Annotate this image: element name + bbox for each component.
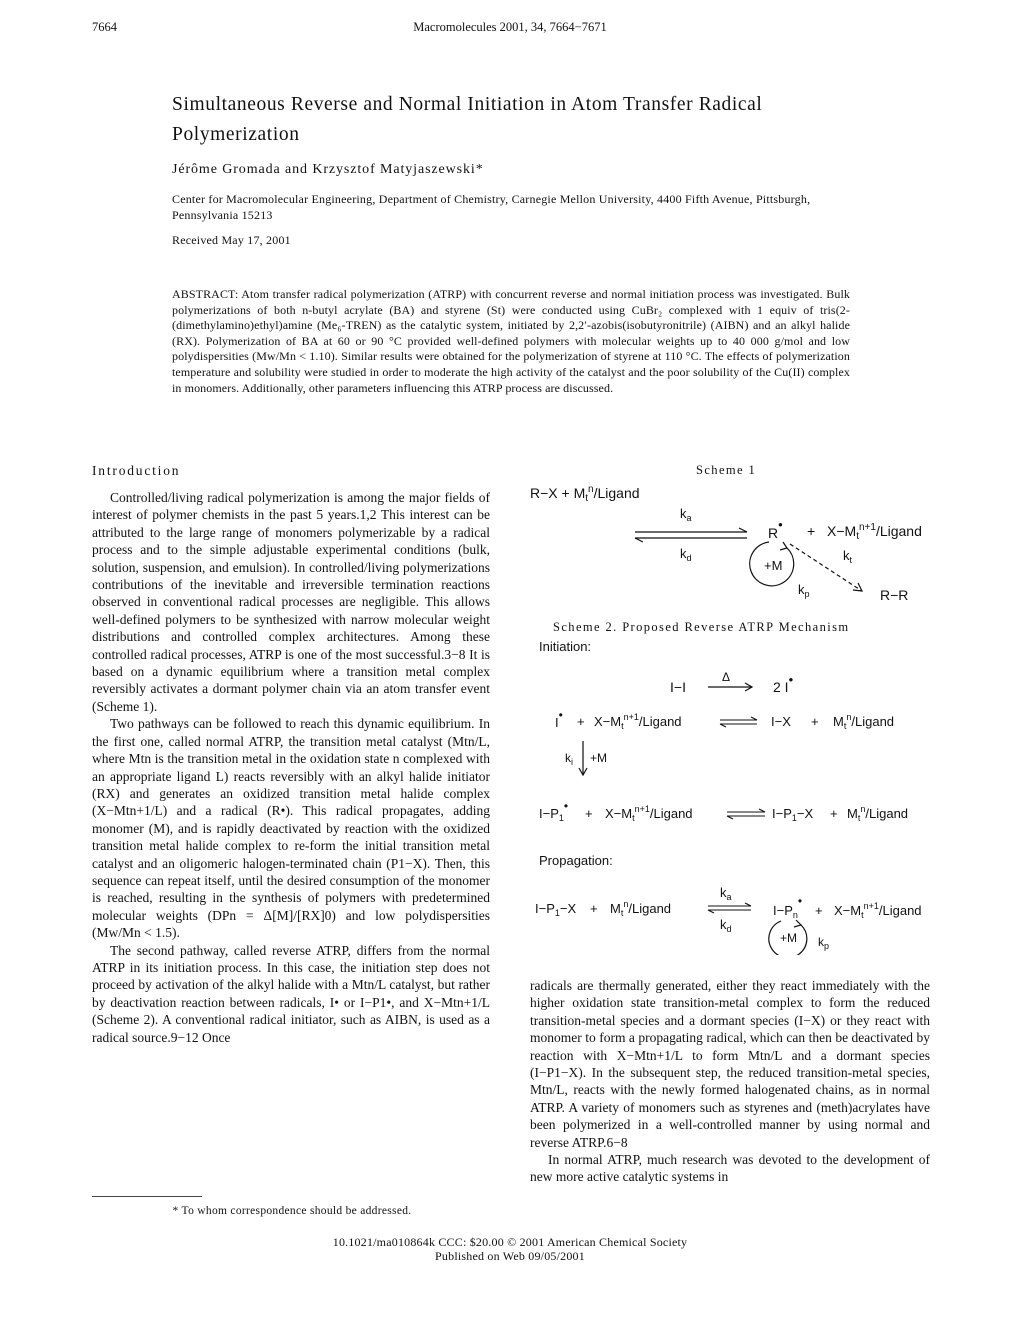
published-date: Published on Web 09/05/2001: [435, 1249, 585, 1263]
scheme1-caption: Scheme 1: [696, 463, 757, 477]
scheme2-diagram: [525, 635, 940, 955]
reduced-complex-2: $M_t^n$/Ligand: [847, 804, 909, 823]
kd-label: $k_d$: [720, 917, 732, 934]
article-title: Simultaneous Reverse and Normal Initiation in Atom Transfer Radical Polymerization: [172, 94, 763, 145]
plus-sign: +: [590, 901, 598, 916]
introduction-body: [92, 489, 490, 1046]
two-radicals: 2 I•: [773, 672, 794, 695]
propagating-radical: $I-P_n•$: [773, 894, 803, 920]
scheme1-reactant: $R-X + M_t^n$/Ligand: [530, 484, 640, 504]
scheme1-radical: R•: [768, 517, 783, 541]
plus-sign: +: [577, 714, 585, 729]
kp-label: $k_p$: [818, 935, 830, 951]
dormant-ix: I−X: [771, 714, 791, 729]
paragraph: Two pathways can be followed to reach this dynamic equilibrium. In the first one, called normal ATRP, the transition metal catalyst (Mtn/L, where Mtn is the transition metal in the oxidation state n complexed with an appropriate ligand L) reacts reversibly with an alkyl halide initiator (RX) and generates an oxidized transition metal halide complex (X−Mtn+1/L) and a radical (R•). This radical propagates, adding monomer (M), and is rapidly deactivated by reaction with the oxidized transition metal halide complex to re-form the initial transition metal catalyst and an oligomeric halogen-terminated chain (P1−X). Then, this sequence can repeat itself, until the desired consumption of the monomer is reached, resulting in the synthesis of polymers with predetermined molecular weights (DPn = Δ[M]/[RX]0) and low polydispersities (Mw/Mn < 1.5).: [92, 716, 490, 941]
paragraph: radicals are thermally generated, either they react immediately with the higher oxidation state transition-metal complex to form the reduced transition-metal species and a dormant species (I−X) or they react with monomer to form a propagating radical, which can then be deactivated by reaction with X−Mtn+1/L to form Mtn/L and a dormant species (I−P1−X). In the subsequent step, the reduced transition-metal species, Mtn/L, reacts with the newly formed halogenated chains, as in normal ATRP. A variety of monomers such as styrenes and (meth)acrylates have been polymerized in a well-controlled manner by using normal and reverse ATRP.6−8: [530, 978, 930, 1150]
initiation-label: Initiation:: [539, 639, 592, 654]
delta-label: Δ: [722, 670, 731, 684]
page-number: 7664: [92, 20, 117, 34]
received-date: Received May 17, 2001: [172, 233, 291, 247]
scheme1-kp-label: $k_p$: [798, 582, 810, 599]
footnote: * To whom correspondence should be addressed.: [172, 1205, 412, 1217]
paragraph: The second pathway, called reverse ATRP, differs from the normal ATRP in its initiation process. In this case, the initiation step does not proceed by activation of the alkyl halide with a Mtn/L catalyst, but rather by deactivation reaction between radicals, I• or I−P1•, and X−Mtn+1/L (Scheme 2). A conventional radical initiator, such as AIBN, is used as a radical source.9−12 Once: [92, 942, 490, 1045]
abstract: ABSTRACT: Atom transfer radical polymerization (ATRP) with concurrent reverse and normal initiation process was investigated. Bulk polymerizations of both n-butyl acrylate (BA) and styrene (St) were conducted using CuBr₂ complexed with 1 equiv of tris(2-(dimethylamino)ethyl)amine (Me₆-TREN) as the catalytic system, initiated by 2,2′-azobis(isobutyronitrile) (AIBN) and an alkyl halide (RX). Polymerization of BA at 60 or 90 °C provided well-defined polymers with molecular weights up to 40 000 g/mol and low polydispersities (Mw/Mn < 1.10). Similar results were obtained for the polymerization of styrene at 110 °C. The effects of polymerization temperature and solubility were studied in order to moderate the high activity of the catalyst and the poor solubility of the Cu(II) complex in monomers. Additionally, other parameters influencing this ATRP process are discussed.: [172, 287, 850, 395]
plus-sign: +: [815, 903, 823, 918]
ki-label: $k_i$: [565, 751, 573, 767]
scheme1-monomer: +M: [764, 558, 783, 573]
reduced-complex-3: $M_t^n$/Ligand: [610, 899, 672, 918]
paragraph: In normal ATRP, much research was devoted to the development of new more active catalytic systems in: [530, 1152, 930, 1185]
scheme2-caption: Scheme 2. Proposed Reverse ATRP Mechanism: [553, 620, 850, 634]
authors: Jérôme Gromada and Krzysztof Matyjaszewski*: [172, 162, 484, 177]
plus-monomer: +M: [780, 931, 798, 945]
doi-line: 10.1021/ma010864k CCC: $20.00 © 2001 American Chemical Society: [332, 1235, 688, 1249]
scheme1-plus: +: [807, 523, 816, 539]
journal-reference: Macromolecules 2001, 34, 7664−7671: [413, 20, 607, 34]
dormant-ip1x-prop: $I-P_1-X$: [535, 901, 577, 918]
right-column-body: [530, 977, 930, 1186]
propagation-label: Propagation:: [539, 853, 613, 868]
oxidized-complex-1: $X-M_t^{n+1}$/Ligand: [594, 712, 682, 731]
plus-sign: +: [811, 714, 819, 729]
plus-sign: +: [585, 806, 593, 821]
dormant-ip1x: $I-P_1-X$: [772, 806, 814, 823]
scheme1-oxidized: $X-M_t^{n+1}$/Ligand: [827, 522, 922, 542]
scheme1-product: R−R: [880, 587, 909, 603]
radical-ip1: $I-P_1•$: [539, 799, 569, 823]
scheme1-diagram: [525, 478, 940, 608]
paragraph: Controlled/living radical polymerization is among the major fields of interest of polymer chemists in the past 5 years.1,2 This interest can be attributed to the large range of monomers polymerizable by a radical process and to the simple adjustable experimental conditions (bulk, solution, suspension, and emulsion). In controlled/living polymerizations contributions of the inevitable and irreversible termination reactions observed in conventional radical processes are negligible. This allows well-defined polymers to be synthesized with narrow molecular weight distributions and controlled complex architectures. Among these controlled radical processes, ATRP is one of the most successful.3−8 It is based on a dynamic equilibrium where a transition metal complex reversibly activates a dormant polymer chain via an atom transfer event (Scheme 1).: [92, 490, 490, 714]
plus-monomer: +M: [590, 751, 608, 765]
oxidized-complex-2: $X-M_t^{n+1}$/Ligand: [605, 804, 693, 823]
page-footer: [0, 1235, 1020, 1263]
plus-sign: +: [830, 806, 838, 821]
propagation-cycle-arrowhead: [780, 542, 787, 550]
propagation-cycle-arrowhead: [794, 920, 801, 927]
initiator-ii: I−I: [670, 679, 686, 695]
scheme1-ka-label: $k_a$: [680, 506, 692, 523]
oxidized-complex-3: $X-M_t^{n+1}$/Ligand: [834, 901, 922, 920]
scheme1-kt-label: $k_t$: [843, 548, 853, 565]
scheme1-kd-label: $k_d$: [680, 546, 692, 563]
section-heading-introduction: Introduction: [92, 463, 181, 478]
affiliation: Center for Macromolecular Engineering, Department of Chemistry, Carnegie Mellon University, 4400 Fifth Avenue, Pittsburgh, Pennsylvania 15213: [172, 192, 811, 222]
ka-label: $k_a$: [720, 885, 732, 902]
footnote-rule: [92, 1196, 202, 1197]
radical-i: I•: [555, 708, 563, 730]
reduced-complex-1: $M_t^n$/Ligand: [833, 712, 895, 731]
